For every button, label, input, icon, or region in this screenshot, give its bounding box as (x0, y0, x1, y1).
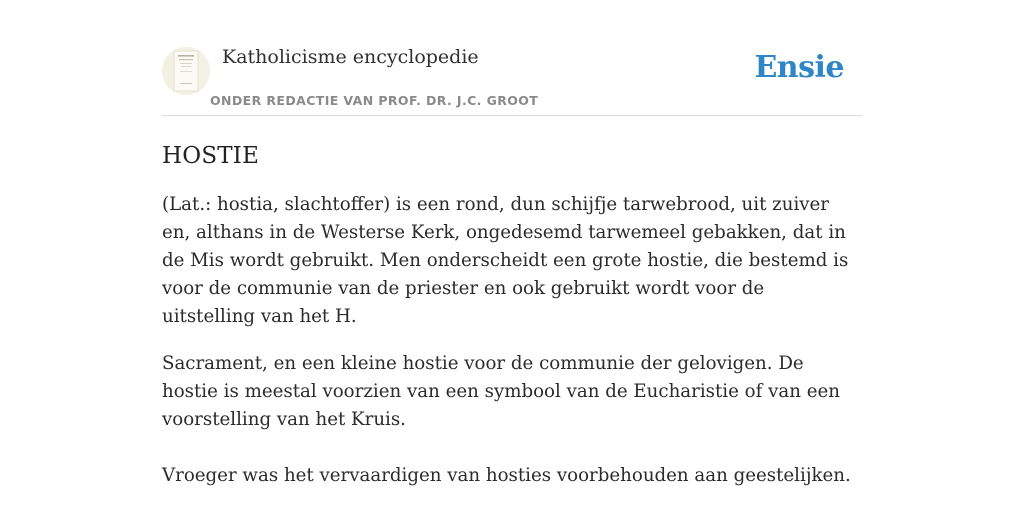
article-paragraph: Sacrament, en een kleine hostie voor de communie der gelovigen. De hostie is meestal voorzien van een symbool van de Eucharistie of van een voorstelling van het Kruis. (162, 353, 840, 430)
article-title: HOSTIE (162, 143, 260, 169)
book-cover-icon[interactable] (162, 47, 210, 95)
article-paragraph: Vroeger was het vervaardigen van hosties voorbehouden aan geestelijken. (162, 465, 851, 486)
source-title[interactable]: Katholicisme encyclopedie (222, 46, 479, 68)
source-editor: ONDER REDACTIE VAN PROF. DR. J.C. GROOT (210, 93, 539, 108)
ensie-logo[interactable]: Ensie (754, 50, 844, 85)
article-body (162, 191, 862, 490)
page-container (162, 0, 862, 490)
header (162, 0, 862, 116)
article-paragraph: (Lat.: hostia, slachtoffer) is een rond, dun schijfje tarwebrood, uit zuiver en, althans in de Westerse Kerk, ongedesemd tarwemeel gebakken, dat in de Mis wordt gebruikt. Men onderscheidt een grote hostie, die bestemd is voor de communie van de priester en ook gebruikt wordt voor de uitstelling van het H. (162, 194, 849, 327)
